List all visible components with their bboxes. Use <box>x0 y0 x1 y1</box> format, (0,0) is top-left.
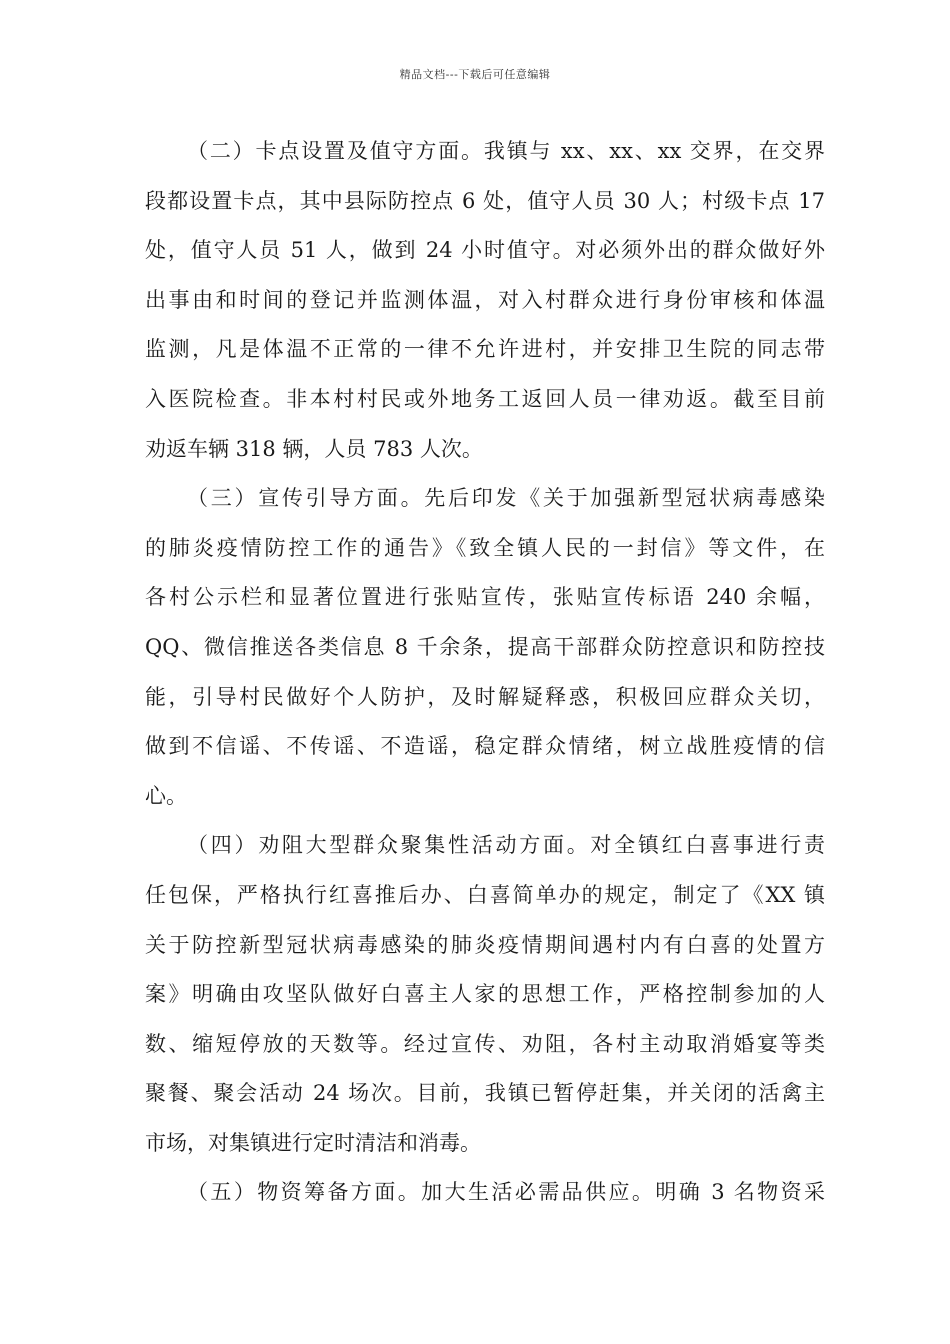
paragraph-line: 案》明确由攻坚队做好白喜主人家的思想工作，严格控制参加的人 <box>145 982 825 1007</box>
paragraph-line: 任包保，严格执行红喜推后办、白喜简单办的规定，制定了《XX 镇 <box>145 882 825 907</box>
paragraph-line: 劝返车辆 318 辆，人员 783 人次。 <box>145 436 483 461</box>
paragraph-line: 出事由和时间的登记并监测体温，对入村群众进行身份审核和体温 <box>145 287 825 312</box>
paragraph-line: 心。 <box>145 783 187 808</box>
paragraph-line: 聚餐、聚会活动 24 场次。目前，我镇已暂停赶集，并关闭的活禽主 <box>145 1081 825 1106</box>
paragraph-first-line: （二）卡点设置及值守方面。我镇与 xx、xx、xx 交界，在交界 <box>187 139 825 163</box>
page-header: 精品文档---下载后可任意编辑 <box>399 68 551 81</box>
paragraph-line: 各村公示栏和显著位置进行张贴宣传，张贴宣传标语 240 余幅， <box>145 585 825 610</box>
paragraph-line: 监测，凡是体温不正常的一律不允许进村，并安排卫生院的同志带 <box>145 337 825 362</box>
paragraph-line: 关于防控新型冠状病毒感染的肺炎疫情期间遇村内有白喜的处置方 <box>145 932 825 957</box>
paragraph-first-line: （四）劝阻大型群众聚集性活动方面。对全镇红白喜事进行责 <box>187 833 825 858</box>
paragraph-line: 入医院检查。非本村村民或外地务工返回人员一律劝返。截至目前 <box>145 386 825 411</box>
paragraph-line: QQ、微信推送各类信息 8 千余条，提高干部群众防控意识和防控技 <box>145 634 825 659</box>
paragraph-line: 数、缩短停放的天数等。经过宣传、劝阻，各村主动取消婚宴等类 <box>145 1031 825 1056</box>
paragraph-first-line: （五）物资筹备方面。加大生活必需品供应。明确 3 名物资采 <box>187 1180 825 1205</box>
paragraph-line: 的肺炎疫情防控工作的通告》《致全镇人民的一封信》等文件，在 <box>145 535 825 560</box>
paragraph-line: 做到不信谣、不传谣、不造谣，稳定群众情绪，树立战胜疫情的信 <box>145 734 825 759</box>
paragraph-line: 段都设置卡点，其中县际防控点 6 处，值守人员 30 人；村级卡点 17 <box>145 188 825 213</box>
paragraph-first-line: （三）宣传引导方面。先后印发《关于加强新型冠状病毒感染 <box>187 486 825 511</box>
document-body <box>145 133 825 1224</box>
paragraph-line: 处，值守人员 51 人，做到 24 小时值守。对必须外出的群众做好外 <box>145 238 825 263</box>
paragraph-line: 能，引导村民做好个人防护，及时解疑释惑，积极回应群众关切， <box>145 684 825 709</box>
paragraph-line: 市场，对集镇进行定时清洁和消毒。 <box>145 1130 481 1155</box>
